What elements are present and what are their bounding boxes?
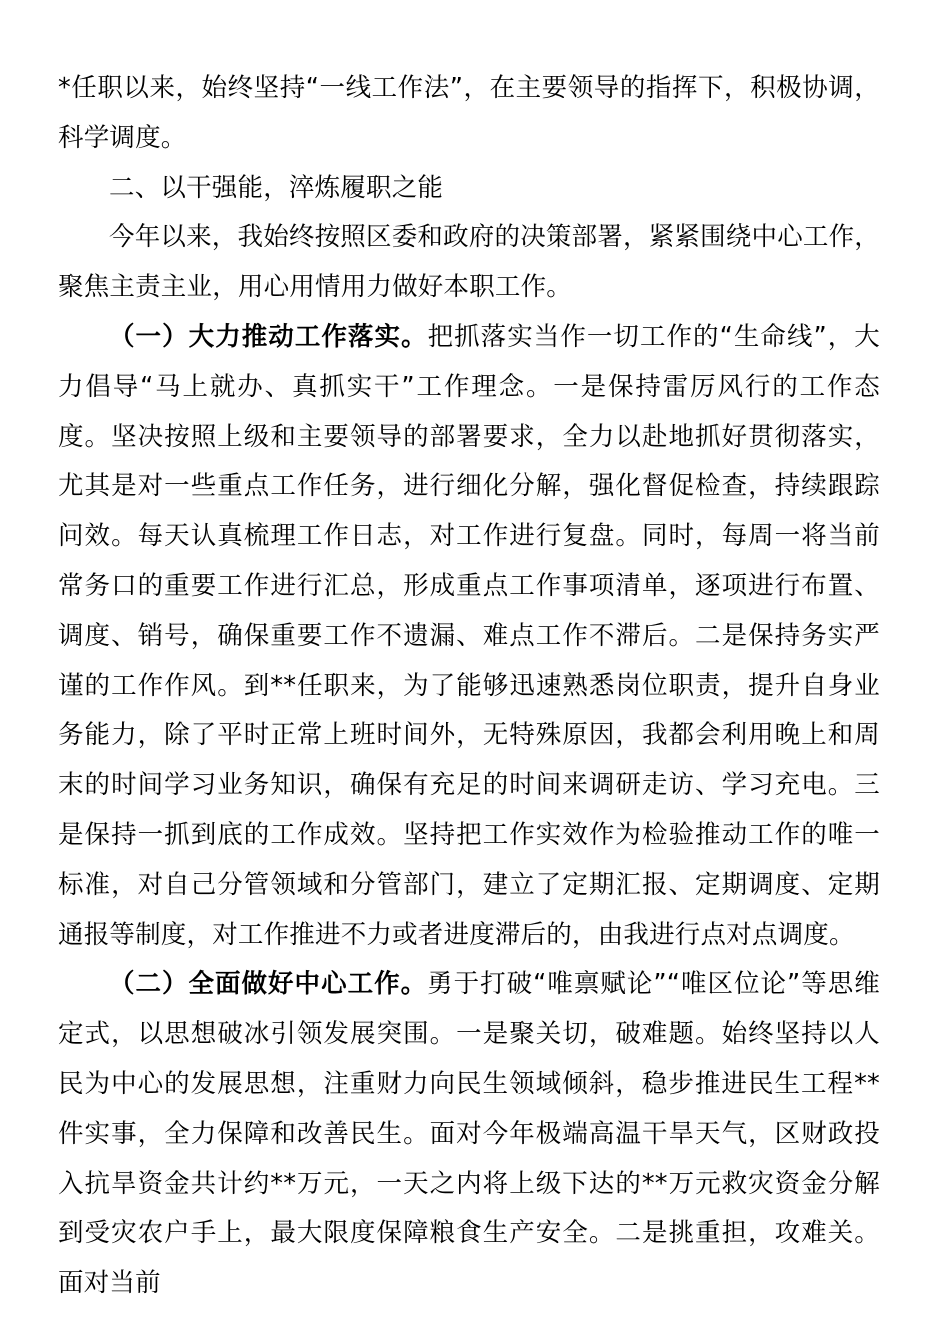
paragraph-item-1 xyxy=(58,313,880,960)
item-1-title: （一）大力推动工作落实。 xyxy=(109,321,428,352)
item-2-title: （二）全面做好中心工作。 xyxy=(109,969,428,1000)
paragraph-intro: 今年以来，我始终按照区委和政府的决策部署，紧紧围绕中心工作，聚焦主责主业，用心用情用力做好本职工作。 xyxy=(58,222,881,303)
paragraph-item-2 xyxy=(58,960,880,1309)
document-page xyxy=(58,64,880,1309)
paragraph-continuation: *任职以来，始终坚持“一线工作法”，在主要领导的指挥下，积极协调，科学调度。 xyxy=(58,73,880,153)
section-heading: 二、以干强能，淬炼履职之能 xyxy=(109,172,444,203)
item-1-body: 把抓落实当作一切工作的“生命线”，大力倡导“马上就办、真抓实干”工作理念。一是保持雷厉风行的工作态度。坚决按照上级和主要领导的部署要求，全力以赴地抓好贯彻落实，尤其是对一些重点工作任务，进行细化分解，强化督促检查，持续跟踪问效。每天认真梳理工作日志，对工作进行复盘。同时，每周一将当前常务口的重要工作进行汇总，形成重点工作事项清单，逐项进行布置、调度、销号，确保重要工作不遗漏、难点工作不滞后。二是保持务实严谨的工作作风。到**任职来，为了能够迅速熟悉岗位职责，提升自身业务能力，除了平时正常上班时间外，无特殊原因，我都会利用晚上和周末的时间学习业务知识，确保有充足的时间来调研走访、学习充电。三是保持一抓到底的工作成效。坚持把工作实效作为检验推动工作的唯一标准，对自己分管领域和分管部门，建立了定期汇报、定期调度、定期通报等制度，对工作推进不力或者进度滞后的，由我进行点对点调度。 xyxy=(58,321,880,950)
item-2-body: 勇于打破“唯禀赋论”“唯区位论”等思维定式，以思想破冰引领发展突围。一是聚关切，破难题。始终坚持以人民为中心的发展思想，注重财力向民生领域倾斜，稳步推进民生工程**件实事，全力保障和改善民生。面对今年极端高温干旱天气，区财政投入抗旱资金共计约**万元，一天之内将上级下达的**万元救灾资金分解到受灾农户手上，最大限度保障粮食生产安全。二是挑重担，攻难关。面对当前 xyxy=(58,969,880,1299)
